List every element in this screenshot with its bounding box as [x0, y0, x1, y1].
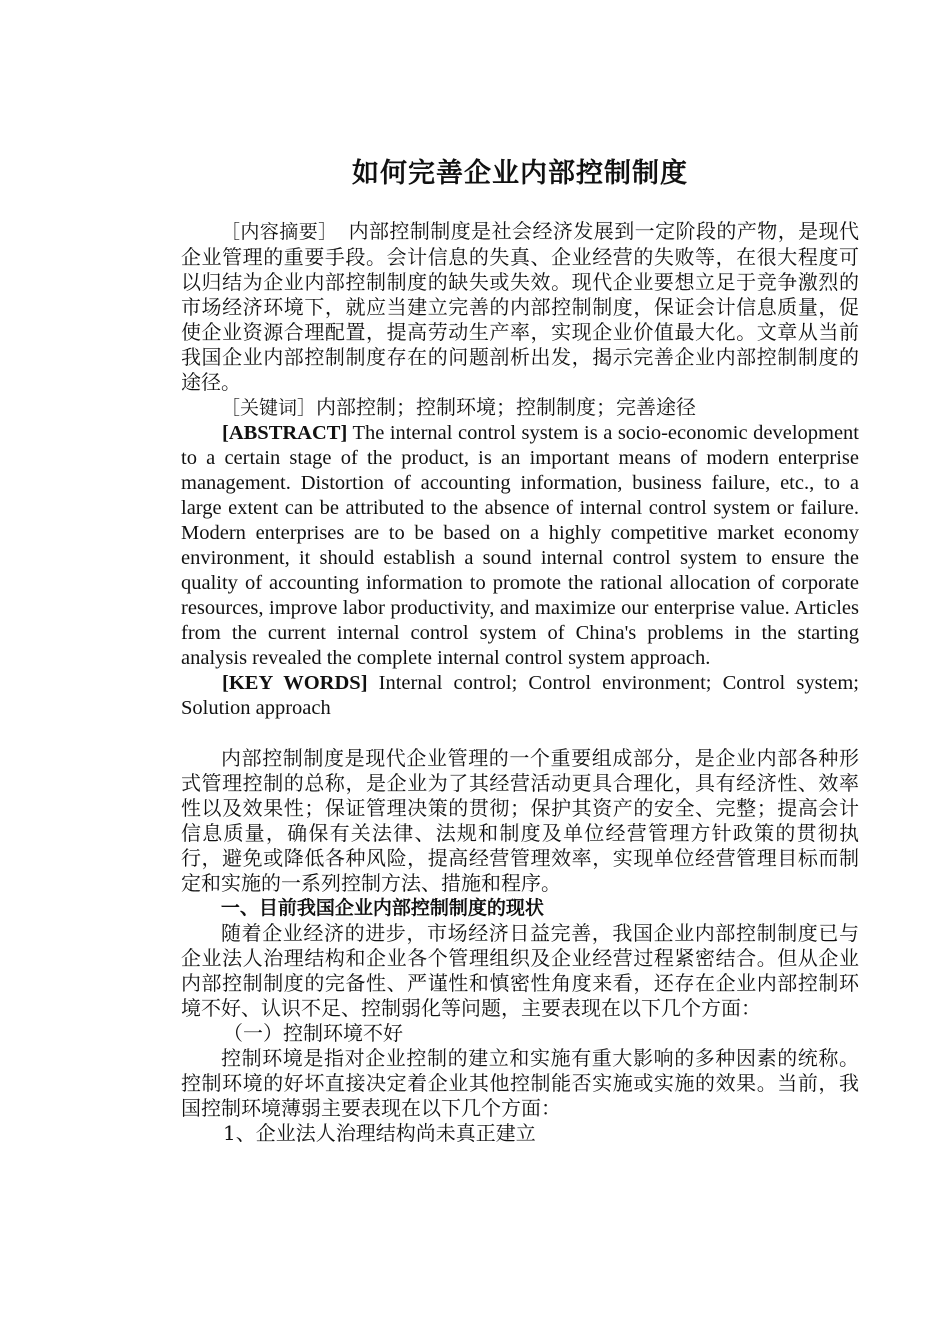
- keywords-cn-text: 内部控制；控制环境；控制制度；完善途径: [316, 395, 697, 419]
- keywords-en: [181, 671, 859, 721]
- abstract-cn-label: ［内容摘要］: [221, 221, 329, 243]
- section-spacer: [181, 721, 859, 746]
- section-1-paragraph: 随着企业经济的进步，市场经济日益完善，我国企业内部控制制度已与企业法人治理结构和企业各个管理组织及企业经营过程紧密结合。但从企业内部控制制度的完备性、严谨性和慎密性角度来看，还存在企业内部控制环境不好、认识不足、控制弱化等问题，主要表现在以下几个方面：: [181, 921, 859, 1020]
- subsection-heading-1: （一）控制环境不好: [223, 1021, 403, 1045]
- intro-paragraph: 内部控制制度是现代企业管理的一个重要组成部分，是企业内部各种形式管理控制的总称，是企业为了其经营活动更具合理化，具有经济性、效率性以及效果性；保证管理决策的贯彻；保护其资产的安全、完整；提高会计信息质量，确保有关法律、法规和制度及单位经营管理方针政策的贯彻执行，避免或降低各种风险，提高经营管理效率，实现单位经营管理目标而制定和实施的一系列控制方法、措施和程序。: [181, 746, 859, 895]
- keywords-cn: [181, 395, 859, 421]
- abstract-en-label: [ABSTRACT]: [222, 422, 348, 444]
- list-item-1: 1、企业法人治理结构尚未真正建立: [223, 1121, 536, 1145]
- abstract-cn-text: 内部控制制度是社会经济发展到一定阶段的产物，是现代企业管理的重要手段。会计信息的失真、企业经营的失败等，在很大程度可以归结为企业内部控制制度的缺失或失效。现代企业要想立足于竞争激烈的市场经济环境下，就应当建立完善的内部控制制度，保证会计信息质量，促使企业资源合理配置，提高劳动生产率，实现企业价值最大化。文章从当前我国企业内部控制制度存在的问题剖析出发，揭示完善企业内部控制制度的途径。: [181, 219, 860, 394]
- section-heading-1: 一、目前我国企业内部控制制度的现状: [220, 897, 544, 919]
- keywords-en-label: [KEY WORDS]: [222, 672, 368, 694]
- keywords-en-text: Internal control; Control environment; Control system; Solution approach: [181, 672, 860, 719]
- document-page: [181, 0, 859, 1146]
- subsection-1-paragraph: 控制环境是指对企业控制的建立和实施有重大影响的多种因素的统称。控制环境的好坏直接决定着企业其他控制能否实施或实施的效果。当前，我国控制环境薄弱主要表现在以下几个方面：: [181, 1046, 859, 1120]
- keywords-cn-label: ［关键词］: [221, 397, 317, 419]
- abstract-cn-spacer: [328, 219, 348, 243]
- abstract-cn: [181, 219, 859, 395]
- abstract-en-text: The internal control system is a socio-economic development to a certain stage of the product, is an important means of modern enterprise management. Distortion of accounting information, business failure, etc., to a large extent can be attributed to the absence of internal control system or failure. Modern enterprises are to be based on a highly competitive market economy environment, it should establish a sound internal control system to ensure the quality of accounting information to promote the rational allocation of corporate resources, improve labor productivity, and maximize our enterprise value. Articles from the current internal control system of China's problems in the starting analysis revealed the complete internal control system approach.: [181, 422, 859, 669]
- page-title: 如何完善企业内部控制制度: [352, 158, 688, 189]
- abstract-en: [181, 421, 859, 671]
